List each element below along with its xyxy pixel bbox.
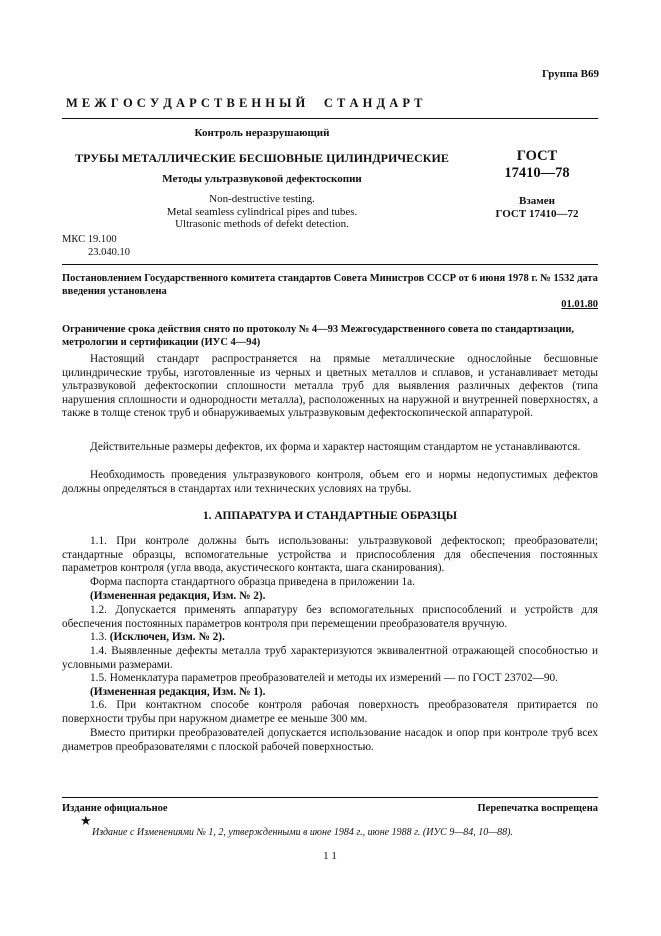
revision-note: (Измененная редакция, Изм. № 2). <box>90 590 266 602</box>
clause-1-2: 1.2. Допускается применять аппаратуру без вспомогательных приспособлений и устройств для обеспечения постоянных параметров контроля при перемещении преобразователя вручную. <box>62 604 598 630</box>
clause-1-1-note: Форма паспорта стандартного образца приведена в приложении 1а. <box>90 576 415 588</box>
clause-number: 1.3. <box>90 631 107 643</box>
english-title-line: Metal seamless cylindrical pipes and tubes. <box>166 205 358 218</box>
clause-1-5: 1.5. Номенклатура параметров преобразователей и методы их измерений — по ГОСТ 23702—90. <box>90 672 559 684</box>
adoption-date: 01.01.80 <box>561 299 598 310</box>
top-rule <box>62 118 598 119</box>
clause-1-6: 1.6. При контактном способе контроля рабочая поверхность преобразователя притирается по поверхности трубы при наружном диаметре ее меньше 300 мм. <box>62 699 598 725</box>
gost-number: 17410—78 <box>504 165 570 181</box>
english-title-line: Ultrasonic methods of defekt detection. <box>175 218 349 231</box>
english-title-line: Non-destructive testing. <box>209 193 315 205</box>
adoption-text: Постановлением Государственного комитета стандартов Совета Министров СССР от 6 июня 1978 г. № 1532 дата введения установлена <box>62 273 598 298</box>
replaces-number: ГОСТ 17410—72 <box>495 208 579 220</box>
mks-line: МКС 19.100 <box>62 234 117 245</box>
clause-1-1: 1.1. При контроле должны быть использованы: ультразвуковой дефектоскоп; преобразователи; стандартные образцы, вспомогательные устройства и приспособления для обеспечения постоянных параметров контроля (угла ввода, акустического контакта, шага сканирования). <box>62 535 598 575</box>
gost-label: ГОСТ <box>516 148 558 164</box>
star-icon: ★ <box>80 813 92 828</box>
gost-designation <box>478 148 596 182</box>
revision-note: (Измененная редакция, Изм. № 1). <box>90 686 266 698</box>
standard-type-heading: М Е Ж Г О С У Д А Р С Т В Е Н Н Ы Й С Т А Н Д А Р Т <box>66 96 423 110</box>
mks-code <box>62 234 130 259</box>
section-heading: 1. АППАРАТУРА И СТАНДАРТНЫЕ ОБРАЗЦЫ <box>202 510 458 522</box>
group-code: Группа В69 <box>541 68 599 80</box>
intro-paragraph: Настоящий стандарт распространяется на прямые металлические однослойные бесшовные цилиндрические трубы, изготовленные из черных и цветных металлов и сплавов, и устанавливает методы ультразвуковой дефектоскопии сплошности металла труб для выявления различных дефектов (типа нарушения сплошности и однородности металла), расположенных на наружной и внутренней поверхностях, а также в толще стенок труб и обнаруживаемых ультразвуковым дефектоскопической аппаратурой. <box>62 353 598 420</box>
replaces-label: Взамен <box>519 195 555 207</box>
mks-line: 23.040.10 <box>88 246 130 258</box>
footer-rule <box>62 797 598 798</box>
document-title: ТРУБЫ МЕТАЛЛИЧЕСКИЕ БЕСШОВНЫЕ ЦИЛИНДРИЧЕСКИЕ <box>75 151 449 165</box>
reprint-prohibited: Перепечатка воспрещена <box>477 803 598 814</box>
english-title <box>62 193 462 231</box>
category-label: Контроль неразрушающий <box>194 127 330 139</box>
official-edition: Издание официальное <box>62 803 168 814</box>
intro-paragraph: Необходимость проведения ультразвукового контроля, объем его и нормы недопустимых дефектов должны определяться в стандартах или технических условиях на трубы. <box>62 469 598 495</box>
document-subtitle: Методы ультразвуковой дефектоскопии <box>162 173 362 185</box>
title-rule <box>62 264 598 265</box>
clause-1-4: 1.4. Выявленные дефекты металла труб характеризуются эквивалентной отражающей способностью и условными размерами. <box>62 645 598 671</box>
intro-paragraph: Действительные размеры дефектов, их форма и характер настоящим стандартом не устанавливаются. <box>90 441 581 453</box>
replaces-block <box>478 195 596 221</box>
clause-1-6-note: Вместо притирки преобразователей допускается использование насадок и опор при контроле труб всех диаметров преобразователями с плоской рабочей поверхностью. <box>62 727 598 753</box>
clause-1-3 <box>62 631 598 645</box>
edition-note: Издание с Изменениями № 1, 2, утвержденными в июне 1984 г., июне 1988 г. (ИУС 9—84, 10—88). <box>92 827 513 838</box>
page-number: 1 1 <box>323 850 337 862</box>
restriction-note: Ограничение срока действия снято по протоколу № 4—93 Межгосударственного совета по стандартизации, метрологии и сертификации (ИУС 4—94) <box>62 324 575 349</box>
excluded-note: (Исключен, Изм. № 2). <box>109 631 225 643</box>
